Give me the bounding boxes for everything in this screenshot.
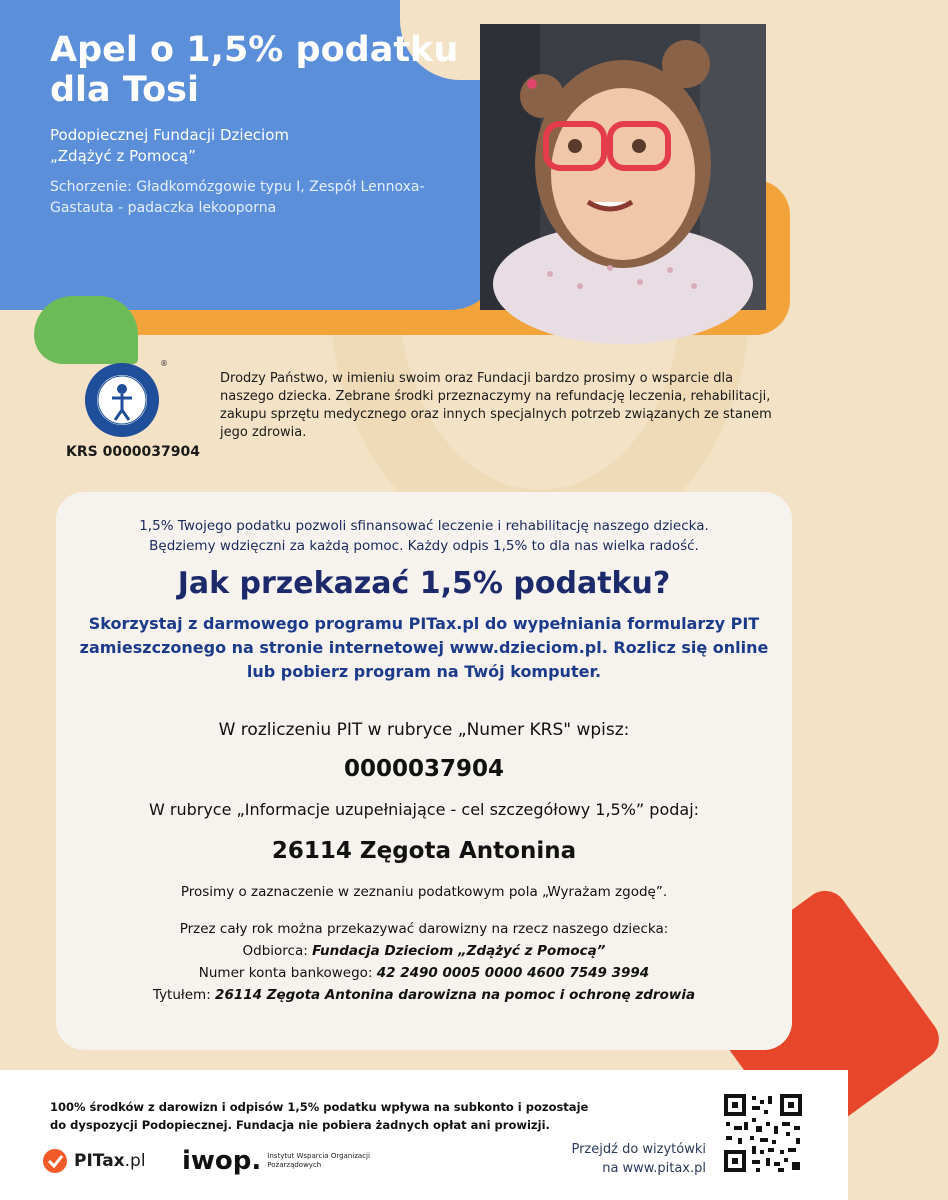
child-photo bbox=[480, 24, 766, 310]
beneficiary-name: 26114 Zęgota Antonina bbox=[271, 838, 577, 864]
krs-label: KRS 0000037904 bbox=[66, 444, 200, 460]
info-instruction: W rubryce „Informacje uzupełniające - cel szczegółowy 1,5%” podaj: bbox=[148, 800, 700, 819]
green-accent-shape bbox=[34, 296, 138, 364]
krs-number: 0000037904 bbox=[343, 756, 505, 782]
card-heading: Jak przekazać 1,5% podatku? bbox=[177, 566, 671, 601]
donation-details: Przez cały rok można przekazywać darowizny na rzecz naszego dziecka: Odbiorca: Fundacja Dzieciom „Zdążyć z Pomocą” Numer konta bankowego: 42 2490 0005 0000 4600 7549 3994 Tytułem: 26114 Zęgota Antonina darowizna na pomoc i ochronę zdrowia bbox=[152, 921, 696, 1003]
iwop-logo[interactable] bbox=[182, 1146, 387, 1176]
foundation-subtitle: Podopiecznej Fundacji Dzieciom „Zdążyć z Pomocą” bbox=[50, 126, 290, 165]
foundation-logo bbox=[82, 358, 166, 442]
krs-instruction: W rozliczeniu PIT w rubryce „Numer KRS" wpisz: bbox=[218, 720, 630, 740]
consent-request: Prosimy o zaznaczenie w zeznaniu podatkowym pola „Wyrażam zgodę”. bbox=[180, 884, 668, 900]
svg-text:®: ® bbox=[160, 359, 168, 368]
pitax-instructions: Skorzystaj z darmowego programu PITax.pl do wypełniania formularzy PIT zamieszczonego na stronie internetowej www.dzieciom.pl. Rozlicz się online lub pobierz program na Twój komputer. bbox=[79, 614, 769, 681]
pitax-check-icon bbox=[42, 1148, 68, 1174]
iwop-wordmark: iwop. bbox=[182, 1146, 262, 1176]
footer-note: 100% środków z darowizn i odpisów 1,5% podatku wpływa na subkonto i pozostaje do dyspozycji Podopiecznej. Fundacja nie pobiera żadnych opłat ani prowizji. bbox=[50, 1100, 589, 1132]
diagnosis-text: Schorzenie: Gładkomózgowie typu I, Zespół Lennoxa-Gastauta - padaczka lekooporna bbox=[50, 179, 425, 216]
pitax-wordmark: PITax.pl bbox=[74, 1151, 146, 1171]
pitax-logo[interactable] bbox=[42, 1147, 146, 1175]
visit-link[interactable]: Przejdź do wizytówki na www.pitax.pl bbox=[571, 1142, 706, 1176]
qr-code-icon[interactable] bbox=[722, 1092, 804, 1174]
page-title: Apel o 1,5% podatku dla Tosi bbox=[50, 30, 459, 110]
iwop-subtitle: Instytut Wsparcia Organizacji Pozarządowych bbox=[267, 1152, 370, 1169]
footer bbox=[0, 1070, 848, 1200]
intro-paragraph: Drodzy Państwo, w imieniu swoim oraz Fundacji bardzo prosimy o wsparcie dla naszego dziecka. Zebrane środki przeznaczymy na refundację leczenia, rehabilitacji, zakupu sprzętu medycznego oraz innych specjalnych potrzeb związanych ze stanem jego zdrowia. bbox=[220, 371, 772, 440]
card-lead-text: 1,5% Twojego podatku pozwoli sfinansować leczenie i rehabilitację naszego dziecka. Będziemy wdzięczni za każdą pomoc. Każdy odpis 1,5% to dla nas wielka radość. bbox=[139, 518, 709, 554]
